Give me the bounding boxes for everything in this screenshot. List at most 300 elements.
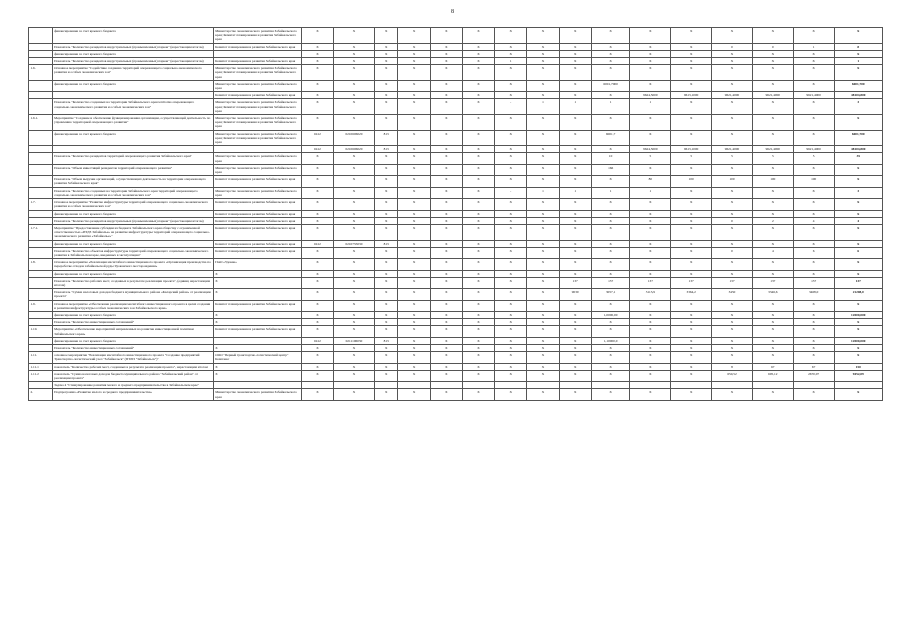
row-executor: Х [213,363,301,370]
row-value: Х [752,164,793,175]
row-description: финансирование за счет краевого бюджета [52,28,213,44]
row-value: Х [374,259,398,270]
row-description: Мероприятие «Обеспечение мероприятий направленных на развитие инвестиционной политики Забайкальского края» [52,326,213,337]
row-value: Х [334,363,375,370]
row-value [630,382,671,389]
row-value: Х [559,58,591,65]
row-number: 1.11.2 [29,370,53,381]
row-value: Х [301,326,333,337]
table-row [29,50,883,57]
row-value: Х [712,319,753,326]
row-value: Х [430,311,462,318]
row-executor: Х [213,270,301,277]
row-value: 9621,4000 [712,92,753,99]
row-value: Х [527,58,559,65]
row-value: Х [591,259,630,270]
row-value: Х [430,50,462,57]
row-value [301,382,333,389]
table-row [29,259,883,270]
row-value: Х [374,289,398,300]
row-value: 1,10000,0 [591,337,630,344]
row-value: Х [559,326,591,337]
row-value: Х [495,363,527,370]
row-value: Х [398,311,430,318]
row-executor: Комитет планирования и развития Забайкальского края [213,217,301,224]
row-number [29,80,53,91]
row-value: 100 [752,176,793,187]
row-executor: Министерство экономического развития Забайкальского края; Комитет планирования и развития Забайкальского края [213,115,301,131]
row-description: финансирование за счет краевого бюджета [52,80,213,91]
row-value: 3468,0 [793,289,834,300]
row-value: Х [630,224,671,240]
row-value: Х [559,43,591,50]
row-value: Х [793,300,834,311]
table-row [29,389,883,400]
row-value: 0 [712,247,753,258]
row-value: Х [671,130,712,146]
row-value: Х [712,337,753,344]
row-value: Х [462,311,494,318]
row-value: Х [301,92,333,99]
row-value: 3346,6 [752,289,793,300]
row-value: Х [591,326,630,337]
table-row [29,337,883,344]
row-value: 8 [712,363,753,370]
row-value: Х [559,153,591,164]
row-value: 6 [793,247,834,258]
row-executor: Министерство экономического развития Забайкальского края; Комитет планирования и развития Забайкальского края [213,28,301,44]
row-value: 166 [591,164,630,175]
row-value: Х [374,80,398,91]
row-value: Х [462,146,494,153]
row-value: Х [527,92,559,99]
row-value: Х [374,300,398,311]
row-executor [213,50,301,57]
row-value: Х [398,224,430,240]
row-value: Х [527,363,559,370]
row-description: Показатель "Количество резидентов индустриальных (промышленных) парков" (нарастающим итогом) [52,58,213,65]
row-value: Х [527,43,559,50]
row-value: Х [301,270,333,277]
row-value: Х [462,187,494,198]
row-number: 1.7. [29,199,53,210]
row-value: Х [712,115,753,131]
row-value: Х [334,80,375,91]
row-value: Х [671,50,712,57]
row-value: Х [671,224,712,240]
row-value: Х [430,240,462,247]
row-value: 100 [712,176,753,187]
row-description: Основное мероприятие «Обеспечение реализации масштабного инвестиционного проекта в целях создания и развития инфраструктуры особых экономических зон Забайкальского края» [52,300,213,311]
row-value: 0210755030 [334,240,375,247]
row-description: Основное мероприятие "Содействие созданию территорий опережающего социально-экономического развития и особых экономических зон" [52,65,213,81]
row-value: Х [591,50,630,57]
row-value: Х [398,176,430,187]
row-value: Х [334,43,375,50]
row-description: Показатель "Количество рабочих мест, созданных в результате реализации проекта", (единиц нарастающим итогом) [52,277,213,288]
row-value [559,382,591,389]
row-value: Х [527,240,559,247]
table-row [29,28,883,44]
row-value: Х [527,146,559,153]
row-value: Х [398,28,430,44]
row-value: Х [462,363,494,370]
row-value: 137 [834,277,882,288]
row-value: Х [495,270,527,277]
row-value: Х [527,50,559,57]
row-value: 813 [374,337,398,344]
row-number [29,176,53,187]
row-value: Х [374,389,398,400]
row-executor: Комитет планирования и развития Забайкальского края [213,240,301,247]
row-value: Х [301,176,333,187]
row-value: Х [671,326,712,337]
row-value: Х [752,80,793,91]
row-value: 1 [834,58,882,65]
row-value: Х [462,344,494,351]
row-value: Х [374,65,398,81]
row-number [29,217,53,224]
row-value: Х [630,337,671,344]
row-value: Х [462,224,494,240]
row-value: Х [430,58,462,65]
row-description: Показатель "Количество резидентов индустриальных (промышленных) парков" (нарастающим итогом) [52,217,213,224]
row-value: Х [495,153,527,164]
row-value: Х [334,199,375,210]
row-value: Х [793,240,834,247]
table-row [29,247,883,258]
row-value: Х [334,300,375,311]
row-value: Х [374,153,398,164]
row-value: Х [559,363,591,370]
row-number [29,270,53,277]
row-value: Х [374,210,398,217]
row-value: Х [430,247,462,258]
row-executor: Х [213,289,301,300]
row-value: 21208,0 [834,289,882,300]
row-executor: Х [213,311,301,318]
row-value: Х [430,115,462,131]
row-value: Х [527,115,559,131]
row-description: финансирование за счет краевого бюджета [52,311,213,318]
row-value: 137 [752,277,793,288]
row-value: Х [398,164,430,175]
row-value: Х [752,115,793,131]
row-value: 67 [752,363,793,370]
row-description: Показатель "Количество инвестиционных соглашений" [52,319,213,326]
row-value: Х [591,65,630,81]
row-value: Х [712,259,753,270]
row-description: Показатель "Количество инвестиционных соглашений" [52,344,213,351]
row-number: 1.9. [29,300,53,311]
row-value: 9621,4000 [793,146,834,153]
row-value: 0 [752,43,793,50]
row-value: Х [630,130,671,146]
row-value: Х [398,153,430,164]
row-executor: Комитет планирования и развития Забайкальского края [213,92,301,99]
row-executor: Комитет планирования и развития Забайкальского края [213,210,301,217]
row-value: 6001,700 [834,130,882,146]
row-value [462,382,494,389]
row-value: Х [591,352,630,363]
row-value: 9624,5000 [630,146,671,153]
row-value: 0211106030 [334,337,375,344]
row-value: Х [591,176,630,187]
row-value: Х [398,277,430,288]
row-value: Х [374,43,398,50]
row-value: Х [752,352,793,363]
row-value: Х [559,65,591,81]
row-value: Х [495,65,527,81]
row-number [29,382,53,389]
row-value: Х [398,210,430,217]
row-value: Х [527,210,559,217]
row-value: Х [712,187,753,198]
row-value: Х [398,240,430,247]
row-value: Х [527,259,559,270]
table-row [29,277,883,288]
row-value: 6001,7000 [591,80,630,91]
row-value: Х [752,389,793,400]
row-value: Х [374,50,398,57]
row-number [29,58,53,65]
row-value: Х [334,187,375,198]
row-executor: Министерство экономического развития Забайкальского края [213,153,301,164]
row-executor: Комитет планирования и развития Забайкальского края [213,199,301,210]
row-value: Х [462,319,494,326]
row-value: 100 [671,176,712,187]
row-value: Х [374,164,398,175]
row-value: Х [495,319,527,326]
row-value [495,382,527,389]
row-value [334,382,375,389]
row-description: Подпрограмма «Развитие малого и среднего предпринимательства» [52,389,213,400]
row-value: Х [712,80,753,91]
row-value: Х [374,187,398,198]
row-executor: Х [213,344,301,351]
row-value: Х [462,337,494,344]
row-executor: Министерство экономического развития Забайкальского края; Комитет планирования и развития Забайкальского края [213,65,301,81]
row-value: Х [398,352,430,363]
row-value: 1 [591,99,630,115]
row-value: Х [527,65,559,81]
table-row [29,344,883,351]
row-value: Х [301,319,333,326]
row-executor: Комитет планирования и развития Забайкальского края [213,224,301,240]
row-value: Х [334,370,375,381]
table-row [29,199,883,210]
row-value: Х [793,65,834,81]
row-value: Х [495,80,527,91]
row-value: Х [591,370,630,381]
row-value: 1 [527,187,559,198]
row-value: Х [793,130,834,146]
row-value: Х [559,389,591,400]
row-value: Х [334,277,375,288]
row-value: Х [301,344,333,351]
row-value: Х [752,300,793,311]
row-value: Х [301,199,333,210]
row-value: 3113,9 [630,289,671,300]
row-value: Х [712,389,753,400]
row-executor: Министерство экономического развития Забайкальского края [213,164,301,175]
row-value: Х [495,92,527,99]
row-value: Х [374,326,398,337]
row-value: Х [527,28,559,44]
row-value: Х [495,50,527,57]
table-row [29,311,883,318]
row-value: Х [495,352,527,363]
row-value: Х [374,92,398,99]
table-row [29,300,883,311]
row-value: Х [630,58,671,65]
row-value [527,382,559,389]
row-value: Х [834,352,882,363]
row-value: Х [559,210,591,217]
row-value: 3057,1 [591,289,630,300]
row-value: Х [430,259,462,270]
row-value: Х [527,247,559,258]
row-value: Х [301,311,333,318]
row-value: Х [834,224,882,240]
row-value: Х [334,319,375,326]
row-value: Х [495,199,527,210]
row-value: Х [430,217,462,224]
row-value: 0412 [301,337,333,344]
row-value: 0210606020 [334,146,375,153]
row-value: Х [834,210,882,217]
row-value: 12000,000 [834,311,882,318]
row-number [29,28,53,44]
row-executor: Х [213,277,301,288]
table-row [29,115,883,131]
row-value: Х [462,352,494,363]
row-value: Х [374,311,398,318]
row-value: Х [398,344,430,351]
row-value: Х [671,344,712,351]
row-value: 0412 [301,240,333,247]
row-value: Х [301,277,333,288]
row-value: 6001,7 [591,130,630,146]
row-value: Х [671,370,712,381]
row-value: Х [301,300,333,311]
row-value: Х [671,270,712,277]
row-value: Х [591,300,630,311]
row-value: Х [559,224,591,240]
row-value: Х [301,50,333,57]
row-executor [213,146,301,153]
row-value: Х [334,153,375,164]
row-value: Х [630,65,671,81]
row-value: 813 [374,130,398,146]
row-value: 1 [559,187,591,198]
row-description: Задача 4 "Стимулирование развития малого и среднего предпринимательства в Забайкальском крае" [52,382,213,389]
row-value: Х [712,28,753,44]
row-value: Х [671,43,712,50]
row-value: 137 [671,277,712,288]
row-value: Х [834,344,882,351]
row-description: Показатель "Сумма налоговых доходов бюджета муниципального района «Каларский район» от реализации проекта" [52,289,213,300]
row-value: Х [430,319,462,326]
row-value: Х [527,352,559,363]
row-value: Х [630,344,671,351]
row-value [398,382,430,389]
row-value: Х [671,337,712,344]
row-value: Х [793,80,834,91]
row-value: Х [591,115,630,131]
row-value: Х [374,344,398,351]
table-row [29,80,883,91]
row-value: 137 [630,277,671,288]
row-description: Показатель "Объем выручки организаций, осуществляющих деятельность на территории опережающего развития Забайкальского края" [52,176,213,187]
row-value: Х [301,28,333,44]
table-row [29,319,883,326]
row-value: Х [334,164,375,175]
row-number [29,43,53,50]
row-number: 1.8. [29,259,53,270]
row-value: Х [430,352,462,363]
row-value: Х [630,389,671,400]
row-value: Х [334,344,375,351]
row-value: Х [462,370,494,381]
row-executor: ООО "Первый транспортно-логистический центр" Комплекс [213,352,301,363]
row-value: 813 [374,146,398,153]
row-value: Х [301,99,333,115]
row-number [29,240,53,247]
row-value [430,382,462,389]
row-value [671,382,712,389]
row-value: Х [793,187,834,198]
row-value: Х [671,28,712,44]
row-value: Х [374,224,398,240]
row-number [29,99,53,115]
row-value: Х [495,259,527,270]
row-value: Х [334,352,375,363]
row-value: Х [527,199,559,210]
row-value: Х [834,259,882,270]
row-value: Х [495,300,527,311]
row-description: Показатель "Количество объектов инфраструктуры территорий опережающего социально-экономического развития в Забайкальском крае, введенных в эксплуатацию" [52,247,213,258]
row-value: Х [671,300,712,311]
row-value: Х [430,130,462,146]
row-value: Х [834,115,882,131]
row-value: Х [334,92,375,99]
row-value: Х [671,389,712,400]
row-value: Х [591,28,630,44]
table-row [29,92,883,99]
row-value: Х [430,153,462,164]
row-value: Х [752,210,793,217]
row-value: Х [793,50,834,57]
row-value: Х [671,210,712,217]
row-value: Х [630,319,671,326]
row-value: Х [591,389,630,400]
row-value: Х [834,164,882,175]
row-value: Х [591,363,630,370]
table-row [29,187,883,198]
row-value: Х [712,199,753,210]
row-executor: Комитет планирования и развития Забайкальского края [213,176,301,187]
row-value: Х [559,259,591,270]
row-value: Х [793,164,834,175]
row-value: 1 [591,187,630,198]
row-value: Х [430,92,462,99]
row-value: 3 [834,99,882,115]
row-value: 9621,4000 [712,146,753,153]
row-value: Х [671,80,712,91]
row-value: Х [334,50,375,57]
budget-program-table-container [28,27,883,401]
